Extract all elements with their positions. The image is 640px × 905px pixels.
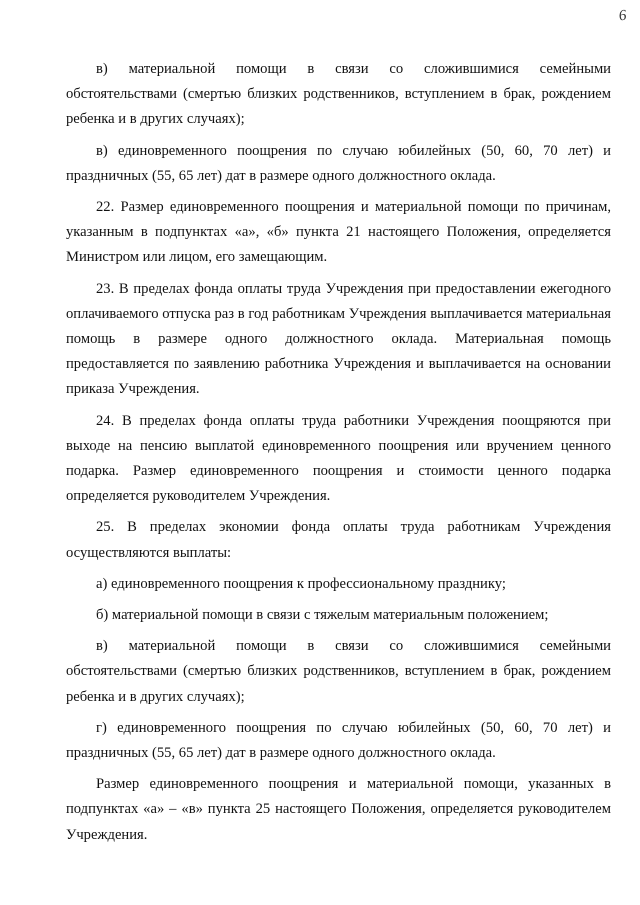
document-body bbox=[66, 57, 611, 854]
paragraph-item-25: 25. В пределах экономии фонда оплаты труда работникам Учреждения осуществляются выплаты: bbox=[66, 519, 611, 561]
paragraph-subitem-v-jubilee: в) единовременного поощрения по случаю юбилейных (50, 60, 70 лет) и праздничных (55, 65 лет) дат в размере одного должностного оклада. bbox=[66, 142, 611, 184]
paragraph-subitem-b: б) материальной помощи в связи с тяжелым материальным положением; bbox=[96, 607, 549, 624]
page-number: 6 bbox=[617, 7, 627, 25]
paragraph-subitem-g: г) единовременного поощрения по случаю юбилейных (50, 60, 70 лет) и праздничных (55, 65 лет) дат в размере одного должностного оклада. bbox=[66, 719, 611, 762]
paragraph-subitem-v: в) материальной помощи в связи со сложившимися семейными обстоятельствами (смертью близких родственников, вступлением в брак, рождением ребенка и в других случаях); bbox=[66, 638, 611, 705]
paragraph-subitem-v-family: в) материальной помощи в связи со сложившимися семейными обстоятельствами (смертью близких родственников, вступлением в брак, рождением ребенка и в других случаях); bbox=[66, 61, 611, 128]
paragraph-item-24: 24. В пределах фонда оплаты труда работники Учреждения поощряются при выходе на пенсию выплатой единовременного поощрения или вручением ценного подарка. Размер единовременного поощрения и стоимости ценного подарка определяется руководителем Учреждения. bbox=[66, 412, 611, 505]
paragraph-item-22: 22. Размер единовременного поощрения и материальной помощи по причинам, указанным в подпунктах «а», «б» пункта 21 настоящего Положения, определяется Министром или лицом, его замещающим. bbox=[66, 199, 611, 266]
paragraph-closing: Размер единовременного поощрения и материальной помощи, указанных в подпунктах «а» – «в» пункта 25 настоящего Положения, определяется руководителем Учреждения. bbox=[66, 776, 611, 843]
paragraph-item-23: 23. В пределах фонда оплаты труда Учреждения при предоставлении ежегодного оплачиваемого отпуска раз в год работникам Учреждения выплачивается материальная помощь в размере одного должностного оклада. Материальная помощь предоставляется по заявлению работника Учреждения и выплачивается на основании приказа Учреждения. bbox=[66, 280, 611, 398]
paragraph-subitem-a: а) единовременного поощрения к профессиональному празднику; bbox=[96, 575, 506, 592]
